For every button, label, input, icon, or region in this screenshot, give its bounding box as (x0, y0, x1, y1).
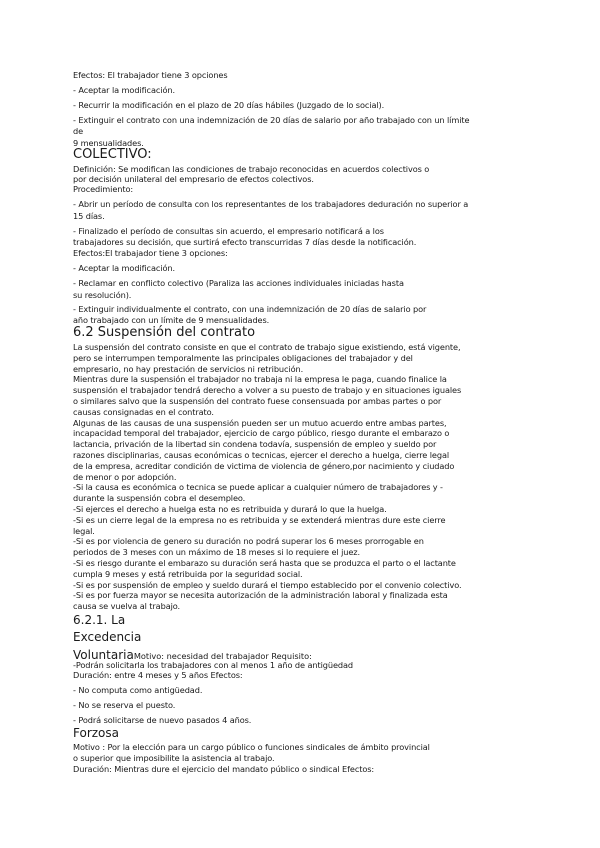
list-item: - Aceptar la modificación. (73, 263, 175, 273)
paragraph-line: La suspensión del contrato consiste en que el contrato de trabajo sigue existiendo, está vigente, (73, 342, 461, 352)
paragraph-line: causa se vuelva al trabajo. (73, 601, 181, 612)
paragraph-line: razones disciplinarias, causas económicas o tecnicas, ejercer el derecho a huelga, cierre legal (73, 450, 450, 460)
paragraph-line: -Si es riesgo durante el embarazo su duración será hasta que se produzca el parto o el lactante (73, 558, 456, 568)
list-item: - Finalizado el período de consultas sin acuerdo, el empresario notificará a los (73, 226, 384, 236)
voluntaria-title: Voluntaria (73, 648, 134, 662)
paragraph-line: suspensión el trabajador tendrá derecho a volver a su puesto de trabajo y en situaciones iguales (73, 385, 462, 396)
forzosa-heading: Forzosa (73, 726, 119, 740)
procedimiento-label: Procedimiento: (73, 184, 134, 194)
paragraph-line: por decisión unilateral del empresario de efectos colectivos. (73, 174, 314, 184)
list-item: - Reclamar en conflicto colectivo (Paraliza las acciones individuales iniciadas hasta (73, 278, 404, 288)
list-item-continuation: 15 días. (73, 211, 105, 221)
paragraph-line: -Si es por suspensión de empleo y sueldo durará el tiempo establecido por el convenio colectivo. (73, 579, 462, 590)
paragraph-line: -Si la causa es económica o tecnica se puede aplicar a cualquier número de trabajadores y - (73, 482, 443, 493)
paragraph-line: -Si es por fuerza mayor se necesita autorización de la administración laboral y finalizada esta (73, 590, 448, 601)
list-item-continuation: de (73, 126, 84, 136)
list-item: - Abrir un período de consulta con los representantes de los trabajadores deduración no superior a (73, 199, 469, 209)
paragraph-line: o similares salvo que la suspensión del contrato fuese consensuada por ambas partes o por (73, 396, 442, 406)
list-item: -Podrán solicitarla los trabajadores con al menos 1 año de antigüedad (73, 660, 353, 670)
list-item: - Podrá solicitarse de nuevo pasados 4 años. (73, 715, 252, 725)
paragraph-line: -Si es por violencia de genero su duración no podrá superar los 6 meses prorrogable en (73, 536, 424, 547)
duracion-line: Duración: entre 4 meses y 5 años Efectos: (73, 670, 243, 680)
list-item: - No se reserva el puesto. (73, 700, 176, 710)
excedencia-heading-line-2: Excedencia (73, 630, 142, 644)
paragraph-line: Motivo : Por la elección para un cargo público o funciones sindicales de ámbito provincial (73, 742, 430, 752)
paragraph-line: -Si es un cierre legal de la empresa no es retribuida y se extenderá mientras dure este cierre (73, 514, 446, 525)
list-item: - Recurrir la modificación en el plazo de 20 días hábiles (Juzgado de lo social). (73, 100, 385, 110)
list-item-continuation: año trabajado con un límite de 9 mensualidades. (73, 315, 270, 325)
list-item-continuation: su resolución). (73, 290, 132, 300)
list-item: - Extinguir el contrato con una indemnización de 20 días de salario por año trabajado con un límite (73, 115, 470, 125)
paragraph-line: legal. (73, 525, 95, 536)
paragraph-line: pero se interrumpen temporalmente las principales obligaciones del trabajador y del (73, 352, 413, 363)
paragraph-line: de menor o por adopción. (73, 471, 177, 482)
colectivo-heading: COLECTIVO: (73, 147, 152, 162)
efectos-label: Efectos:El trabajador tiene 3 opciones: (73, 248, 228, 258)
paragraph-line: -Si ejerces el derecho a huelga esta no es retribuida y durará lo que la huelga. (73, 504, 387, 514)
paragraph-line: incapacidad temporal del trabajador, ejercicio de cargo público, riesgo durante el embarazo o (73, 428, 450, 439)
paragraph-line: Duración: Mientras dure el ejercicio del mandato público o sindical Efectos: (73, 764, 375, 774)
suspension-heading: 6.2 Suspensión del contrato (73, 325, 256, 340)
list-item-continuation: 9 mensualidades. (73, 138, 144, 148)
paragraph-line: empresario, no hay prestación de servicios ni retribución. (73, 363, 304, 374)
paragraph-line: causas consignadas en el contrato. (73, 406, 214, 417)
paragraph-line: o superior que imposibilite la asistencia al trabajo. (73, 753, 275, 763)
list-item: - No computa como antigüedad. (73, 685, 203, 695)
paragraph-line: periodos de 3 meses con un máximo de 18 meses si lo requiere el juez. (73, 547, 361, 558)
paragraph-line: Definición: Se modifican las condiciones de trabajo reconocidas en acuerdos colectivos o (73, 164, 430, 174)
paragraph-line: durante la suspensión cobra el desempleo. (73, 493, 246, 504)
excedencia-heading-line-1: 6.2.1. La (73, 613, 126, 627)
paragraph-line: Mientras dure la suspensión el trabajador no trabaja ni la empresa le paga, cuando finalice la (73, 374, 447, 385)
efectos-intro: Efectos: El trabajador tiene 3 opciones (73, 70, 228, 80)
list-item: - Extinguir individualmente el contrato, con una indemnización de 20 días de salario por (73, 304, 427, 314)
list-item: - Aceptar la modificación. (73, 85, 175, 95)
paragraph-line: de la empresa, acreditar condición de victima de violencia de género,por nacimiento y ciudado (73, 460, 455, 471)
list-item-continuation: trabajadores su decisión, que surtirá efecto transcurridas 7 días desde la notificación. (73, 237, 417, 247)
paragraph-line: Algunas de las causas de una suspensión pueden ser un mutuo acuerdo entre ambas partes, (73, 417, 447, 428)
paragraph-line: cumpla 9 meses y está retribuida por la seguridad social. (73, 568, 303, 579)
paragraph-line: lactancia, privación de la libertad sin condena todavía, suspensión de empleo y sueldo por (73, 439, 437, 450)
voluntaria-motivo: Motivo: necesidad del trabajador Requisito: (133, 651, 312, 661)
